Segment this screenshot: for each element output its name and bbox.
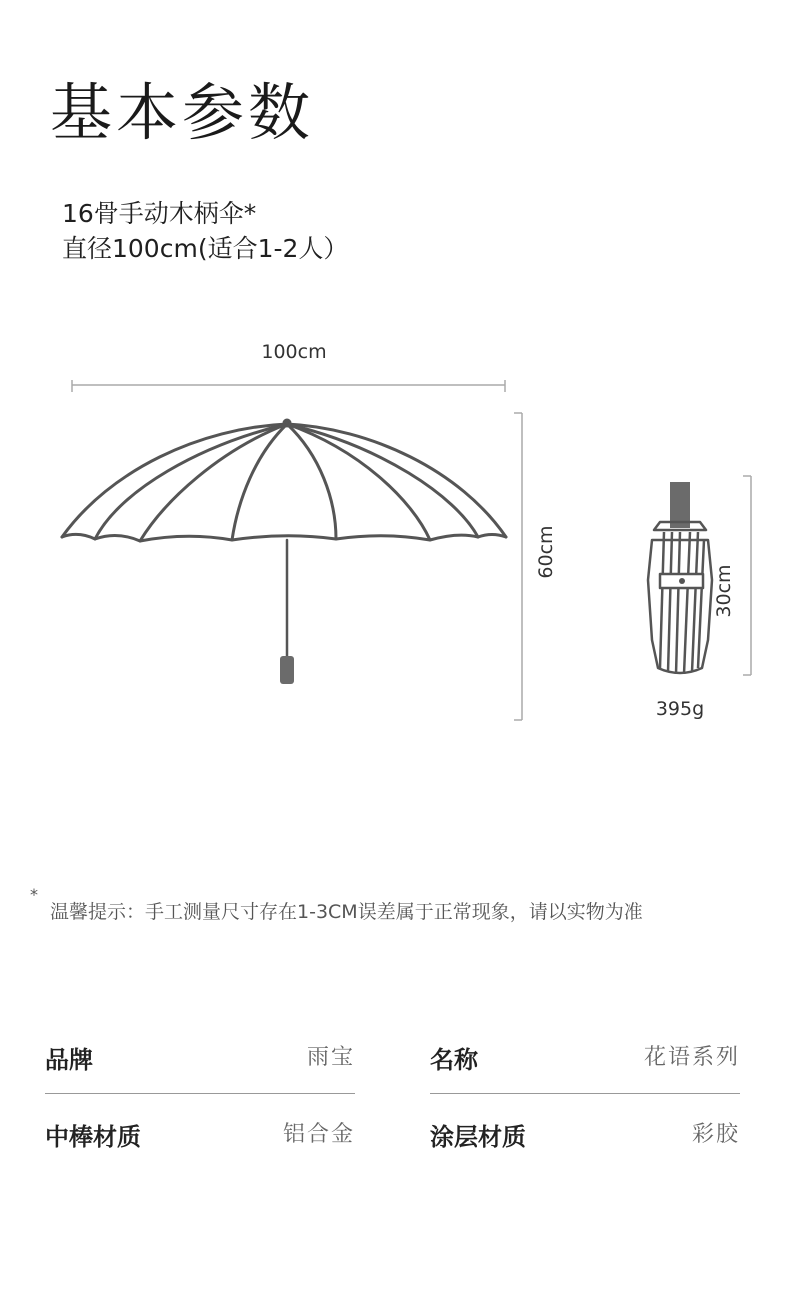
divider bbox=[430, 1093, 740, 1094]
param-value: 花语系列 bbox=[643, 1045, 740, 1070]
folded-umbrella-illustration bbox=[648, 482, 712, 674]
weight-label: 395g bbox=[655, 698, 705, 720]
spec-line-model: 16骨手动木柄伞* bbox=[62, 199, 257, 228]
param-label: 品牌 bbox=[45, 1046, 93, 1074]
folded-length-dimension bbox=[713, 476, 751, 675]
height-dimension bbox=[514, 413, 557, 720]
param-brand bbox=[45, 1040, 355, 1080]
umbrella-handle bbox=[280, 656, 294, 684]
divider bbox=[45, 1093, 355, 1094]
param-value: 彩胶 bbox=[691, 1122, 740, 1147]
open-umbrella-illustration bbox=[62, 420, 506, 658]
param-name bbox=[430, 1040, 740, 1080]
canopy-outline bbox=[62, 424, 506, 537]
note-asterisk: * bbox=[30, 885, 38, 904]
canopy-edge bbox=[62, 534, 506, 541]
param-label: 名称 bbox=[430, 1046, 478, 1074]
height-label: 60cm bbox=[535, 525, 557, 579]
width-label: 100cm bbox=[261, 341, 327, 363]
param-value: 铝合金 bbox=[282, 1122, 355, 1147]
param-label: 中棒材质 bbox=[45, 1123, 141, 1151]
param-label: 涂层材质 bbox=[430, 1123, 526, 1151]
param-shaft-material bbox=[45, 1117, 355, 1157]
measurement-note: 温馨提示：手工测量尺寸存在1-3CM误差属于正常现象，请以实物为准 bbox=[50, 901, 643, 923]
page-title: 基本参数 bbox=[50, 76, 315, 149]
width-dimension bbox=[72, 341, 505, 392]
spec-line-diameter: 直径100cm(适合1-2人） bbox=[62, 234, 349, 263]
param-value: 雨宝 bbox=[306, 1045, 355, 1070]
folded-length-label: 30cm bbox=[713, 564, 735, 618]
param-coating-material bbox=[430, 1117, 740, 1157]
